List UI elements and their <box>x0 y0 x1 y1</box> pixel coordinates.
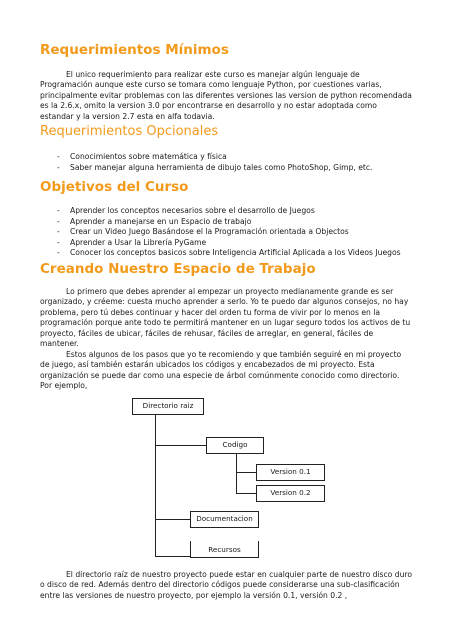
tree-line-documentacion <box>155 519 191 520</box>
tree-node-documentacion: Documentacion <box>190 511 259 528</box>
tree-node-root: Directorio raiz <box>132 398 204 415</box>
list-item: - Aprender los conceptos necesarios sobre el desarrollo de Juegos <box>57 206 315 215</box>
paragraph-directorio-raiz: El directorio raíz de nuestro proyecto puede estar en cualquier parte de nuestro disco duro o disco de red. Además dentro del directorio códigos puede considerarse una sub-clasificación entre las versiones de nuestro proyecto, por ejemplo la versión 0.1, versión 0.2 , <box>40 570 412 600</box>
list-item: - Aprender a Usar la Librería PyGame <box>57 237 207 247</box>
tree-line-root <box>155 414 156 556</box>
tree-node-version-0-2: Version 0.2 <box>256 485 325 502</box>
list-requerimientos-opcionales <box>58 152 428 173</box>
paragraph-requerimientos: El unico requerimiento para realizar este curso es manejar algún lenguaje de Programación aunque este curso se tomara como lenguaje Python, por cuestiones varias, principalmente evitar problemas con las diferentes versiones las version de python recomendada es la 2.6.x, omito la version 3.0 por encontrarse en desarrollo y no estar adoptada como estandar y la version 2.7 esta en alfa todavia. <box>40 70 412 121</box>
tree-node-recursos: Recursos <box>190 541 259 558</box>
heading-requerimientos-minimos: Requerimientos Mínimos <box>40 42 229 58</box>
list-item: - Aprender a manejarse en un Espacio de trabajo <box>57 216 252 226</box>
tree-line-codigo <box>155 445 207 446</box>
tree-line-v01 <box>236 472 256 473</box>
tree-node-version-0-1: Version 0.1 <box>256 464 325 481</box>
heading-requerimientos-opcionales: Requerimientos Opcionales <box>40 124 219 139</box>
paragraph-pasos: Estos algunos de los pasos que yo te recomiendo y que también seguiré en mi proyecto de juego, así también estarán ubicados los códigos y encabezados de mi proyecto. Esta organización se puede dar como una especie de árbol comúnmente conocido como directorio. Por ejemplo, <box>40 350 402 391</box>
tree-line-recursos <box>155 556 191 557</box>
tree-line-v02 <box>236 493 256 494</box>
tree-node-codigo: Codigo <box>206 437 264 454</box>
heading-espacio-trabajo: Creando Nuestro Espacio de Trabajo <box>40 261 316 277</box>
list-item: - Saber manejar alguna herramienta de dibujo tales como PhotoShop, Gimp, etc. <box>57 162 373 172</box>
list-item: - Conocer los conceptos basicos sobre Inteligencia Artificial Aplicada a los Videos Juegos <box>57 248 401 258</box>
list-objetivos <box>58 206 428 259</box>
list-item: - Crear un Video Juego Basándose el la Programación orientada a Objectos <box>57 227 349 237</box>
paragraph-organizacion: Lo primero que debes aprender al empezar un proyecto medianamente grande es ser organizado, y créeme: cuesta mucho aprender a serlo. Yo te puedo dar algunos consejos, no hay problema, pero tú debes continuar y hacer del orden tu forma de vivir por lo menos en la programación porque ante todo te permitirá mantener en un lugar seguro todos los activos de tu proyecto, fáciles de ubicar, fáciles de rehusar, fáciles de arreglar, en general, fáciles de mantener. <box>40 287 411 349</box>
list-item: - Conocimientos sobre matemática y física <box>57 152 227 161</box>
heading-objetivos: Objetivos del Curso <box>40 179 189 195</box>
